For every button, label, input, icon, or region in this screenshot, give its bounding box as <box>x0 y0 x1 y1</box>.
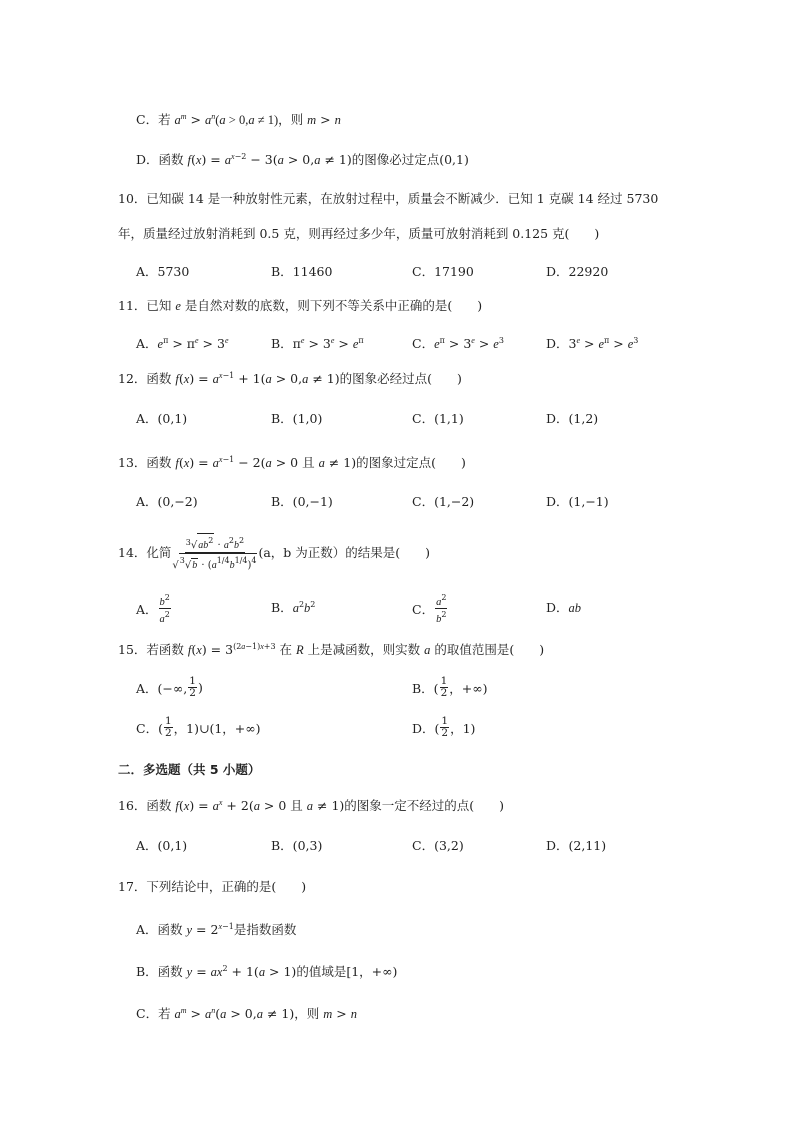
q14-option-b[interactable]: B．$a^2b^2$ <box>271 600 316 615</box>
q17-option-c[interactable]: C．若 $a^m > a^n(a > 0,a \ne 1)$，则 m > n <box>136 1006 357 1021</box>
q17-option-a[interactable]: A．函数 $y = 2^{x-1}$是指数函数 <box>136 922 297 937</box>
q12-option-d[interactable]: D．(1,2) <box>546 411 599 426</box>
q13-option-b[interactable]: B．(0,−1) <box>271 494 333 509</box>
q11-option-a[interactable]: A．$e^\pi > \pi^e > 3^e$ <box>136 336 229 351</box>
q11-stem: 11．已知 e 是自然对数的底数，则下列不等关系中正确的是( ) <box>118 298 483 313</box>
q10-line2: 年，质量经过放射消耗到 0.5 克，则再经过多少年，质量可放射消耗到 0.125 克( ) <box>118 226 600 241</box>
q12-option-b[interactable]: B．(1,0) <box>271 411 323 426</box>
q16-option-c[interactable]: C．(3,2) <box>412 838 464 853</box>
q15-stem: 15．若函数 $f(x) = 3^{(2a-1)x+3}$ 在 R 上是减函数，则实数 a 的取值范围是( ) <box>118 642 545 657</box>
q13-option-a[interactable]: A．(0,−2) <box>136 494 198 509</box>
q14-option-d[interactable]: D．ab <box>546 600 582 615</box>
q12-option-c[interactable]: C．(1,1) <box>412 411 464 426</box>
q13-option-d[interactable]: D．(1,−1) <box>546 494 609 509</box>
section-heading-multi-choice: 二．多选题（共 5 小题） <box>118 762 261 777</box>
q16-option-a[interactable]: A．(0,1) <box>136 838 188 853</box>
q12-stem: 12．函数 $f(x) = a^{x-1} + 1(a > 0,a \ne 1)$的图象必经过点( ) <box>118 371 462 386</box>
q10-option-d[interactable]: D．22920 <box>546 264 609 279</box>
q15-option-d[interactable]: D．( $\frac{1}{2}$ ，1) <box>412 715 476 739</box>
q14-option-c[interactable]: C． $\frac{a^2}{b^2}$ <box>412 593 447 625</box>
q16-option-d[interactable]: D．(2,11) <box>546 838 607 853</box>
q10-line1: 10．已知碳 14 是一种放射性元素，在放射过程中，质量会不断减少．已知 1 克碳 14 经过 5730 <box>118 191 659 206</box>
q15-option-a[interactable]: A．(−∞, $\frac{1}{2}$ ) <box>136 675 203 699</box>
q16-stem: 16．函数 $f(x) = a^x + 2(a > 0$ 且 a ≠ 1)的图象一定不经过的点( ) <box>118 798 505 813</box>
q12-option-a[interactable]: A．(0,1) <box>136 411 188 426</box>
q15-option-b[interactable]: B．( $\frac{1}{2}$ ，+∞) <box>412 675 488 699</box>
q11-option-c[interactable]: C．$e^\pi > 3^e > e^3$ <box>412 336 504 351</box>
option-d-prev: D．函数 $f(x) = a^{x-2} - 3(a > 0,a \ne 1)$的图像必过定点(0,1) <box>136 152 469 167</box>
q15-option-c[interactable]: C．( $\frac{1}{2}$ ，1)∪(1，+∞) <box>136 715 261 739</box>
q17-option-b[interactable]: B．函数 $y = ax^2 + 1(a > 1)$的值域是[1，+∞) <box>136 964 398 979</box>
q14-stem: 14．化简 $\frac{^3√ab^2 \cdot a^2b^2}{√^3√b \cdot (a^{1/4}b^{1/4})^4}$ (a，b 为正数）的结果是( ) <box>118 524 430 580</box>
q10-option-c[interactable]: C．17190 <box>412 264 474 279</box>
q11-option-d[interactable]: D．$3^e > e^\pi > e^3$ <box>546 336 639 351</box>
q13-option-c[interactable]: C．(1,−2) <box>412 494 475 509</box>
q11-option-b[interactable]: B．$\pi^e > 3^e > e^\pi$ <box>271 336 364 351</box>
q16-option-b[interactable]: B．(0,3) <box>271 838 323 853</box>
q14-option-a[interactable]: A． $\frac{b^2}{a^2}$ <box>136 593 170 625</box>
q10-option-b[interactable]: B．11460 <box>271 264 333 279</box>
q13-stem: 13．函数 $f(x) = a^{x-1} - 2(a > 0$ 且 a ≠ 1)的图象过定点( ) <box>118 455 466 470</box>
q14-expression: $\frac{^3√ab^2 \cdot a^2b^2}{√^3√b \cdot (a^{1/4}b^{1/4})^4}$ <box>172 533 257 572</box>
q17-stem: 17．下列结论中，正确的是( ) <box>118 879 307 894</box>
option-c-prev: C．若 $a^m > a^n(a > 0,a \ne 1)$，则 m > n <box>136 112 341 127</box>
q10-option-a[interactable]: A．5730 <box>136 264 190 279</box>
